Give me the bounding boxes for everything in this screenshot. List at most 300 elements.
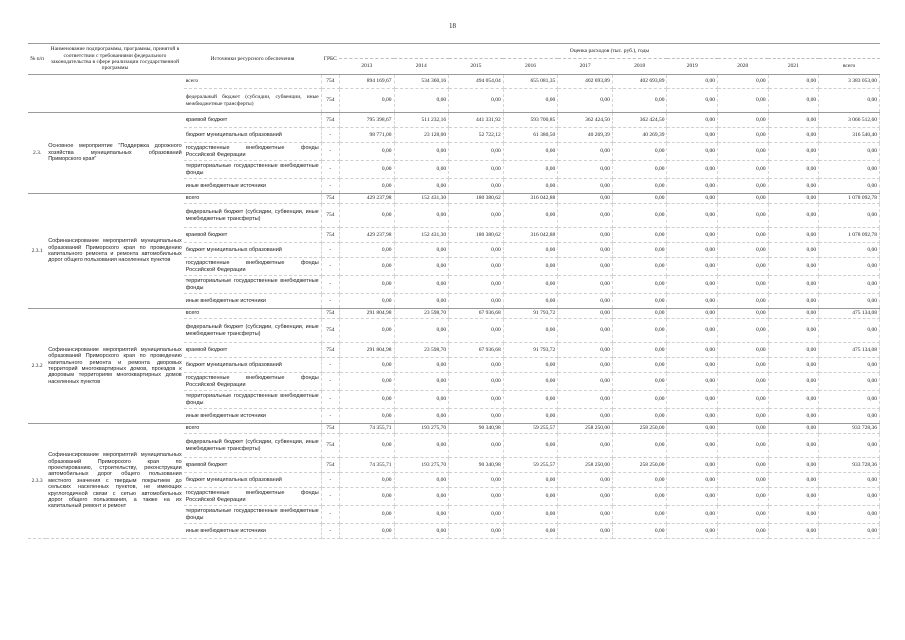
amount-cell: 152 431,30	[394, 228, 449, 243]
grbs-code: 754	[321, 343, 339, 358]
grbs-code: 754	[321, 309, 339, 319]
amount-cell: 0,00	[394, 524, 449, 539]
grbs-code: -	[321, 161, 339, 179]
grbs-code: 754	[321, 228, 339, 243]
amount-cell: 0,00	[768, 75, 819, 89]
amount-cell: 0,00	[449, 258, 504, 276]
amount-cell: 0,00	[667, 243, 718, 258]
amount-cell: 90 340,98	[449, 458, 504, 473]
grbs-header: ГРБС	[321, 44, 339, 75]
amount-cell: 0,00	[667, 89, 718, 113]
amount-cell: 0,00	[718, 204, 769, 228]
amount-cell: 0,00	[718, 113, 769, 128]
amount-cell: 0,00	[612, 434, 667, 458]
amount-cell: 0,00	[449, 391, 504, 409]
amount-cell: 0,00	[718, 434, 769, 458]
funding-source: иные внебюджетные источники	[184, 409, 322, 424]
amount-cell: 0,00	[612, 228, 667, 243]
total-cell: 475 134,08	[819, 343, 880, 358]
total-cell: 0,00	[819, 473, 880, 488]
total-cell: 0,00	[819, 409, 880, 424]
funding-source: государственные внебюджетные фонды Российской Федерации	[184, 258, 322, 276]
amount-cell: 0,00	[558, 194, 613, 204]
amount-cell: 0,00	[768, 373, 819, 391]
grbs-code: -	[321, 179, 339, 194]
amount-cell: 0,00	[449, 506, 504, 524]
amount-cell: 0,00	[339, 319, 394, 343]
amount-cell: 593 700,85	[503, 113, 558, 128]
amount-cell: 91 793,72	[503, 309, 558, 319]
funding-source: бюджет муниципальных образований	[184, 473, 322, 488]
total-year-header: всего	[819, 59, 880, 75]
amount-cell: 0,00	[449, 204, 504, 228]
amount-cell: 402 693,89	[612, 75, 667, 89]
amount-cell: 52 722,12	[449, 128, 504, 143]
amount-cell: 0,00	[558, 309, 613, 319]
amount-cell: 0,00	[558, 204, 613, 228]
total-cell: 3 383 053,00	[819, 75, 880, 89]
amount-cell: 0,00	[394, 473, 449, 488]
amount-cell: 0,00	[768, 506, 819, 524]
year-header: 2021	[768, 59, 819, 75]
amount-cell: 0,00	[768, 276, 819, 294]
amount-cell: 0,00	[449, 161, 504, 179]
amount-cell: 0,00	[667, 75, 718, 89]
funding-source: территориальные государственные внебюджетные фонды	[184, 161, 322, 179]
amount-cell: 0,00	[449, 524, 504, 539]
table-row	[28, 424, 880, 434]
amount-cell: 0,00	[503, 373, 558, 391]
funding-source: всего	[184, 309, 322, 319]
funding-source: иные внебюджетные источники	[184, 524, 322, 539]
amount-cell: 0,00	[503, 294, 558, 309]
amount-cell: 0,00	[339, 243, 394, 258]
amount-cell: 655 081,35	[503, 75, 558, 89]
amount-cell: 0,00	[612, 294, 667, 309]
amount-cell: 0,00	[612, 319, 667, 343]
amount-cell: 0,00	[667, 228, 718, 243]
amount-cell: 0,00	[394, 358, 449, 373]
funding-source: краевой бюджет	[184, 458, 322, 473]
amount-cell: 0,00	[718, 75, 769, 89]
total-cell: 933 728,36	[819, 458, 880, 473]
amount-cell: 0,00	[667, 524, 718, 539]
grbs-code: 754	[321, 204, 339, 228]
amount-cell: 0,00	[339, 294, 394, 309]
program-name	[46, 75, 184, 113]
grbs-code: -	[321, 128, 339, 143]
amount-cell: 0,00	[718, 161, 769, 179]
amount-cell: 0,00	[612, 161, 667, 179]
amount-cell: 0,00	[503, 143, 558, 161]
amount-cell: 795 398,67	[339, 113, 394, 128]
year-header: 2017	[558, 59, 613, 75]
amount-cell: 0,00	[394, 204, 449, 228]
amount-cell: 0,00	[558, 488, 613, 506]
amount-cell: 0,00	[667, 204, 718, 228]
amount-cell: 0,00	[667, 143, 718, 161]
total-cell: 0,00	[819, 161, 880, 179]
amount-cell: 0,00	[667, 343, 718, 358]
amount-cell: 0,00	[768, 194, 819, 204]
amount-cell: 0,00	[768, 391, 819, 409]
amount-cell: 0,00	[768, 358, 819, 373]
funding-source: иные внебюджетные источники	[184, 294, 322, 309]
grbs-code: -	[321, 488, 339, 506]
amount-cell: 0,00	[394, 89, 449, 113]
estimate-header: Оценка расходов (тыс. руб.), годы	[339, 44, 879, 59]
amount-cell: 0,00	[768, 243, 819, 258]
amount-cell: 0,00	[612, 276, 667, 294]
amount-cell: 67 936,68	[449, 343, 504, 358]
amount-cell: 0,00	[503, 473, 558, 488]
amount-cell: 0,00	[558, 358, 613, 373]
amount-cell: 429 237,98	[339, 228, 394, 243]
amount-cell: 90 340,98	[449, 424, 504, 434]
amount-cell: 0,00	[394, 409, 449, 424]
amount-cell: 0,00	[612, 391, 667, 409]
amount-cell: 0,00	[768, 204, 819, 228]
total-cell: 0,00	[819, 143, 880, 161]
amount-cell: 23 598,70	[394, 343, 449, 358]
amount-cell: 0,00	[718, 143, 769, 161]
amount-cell: 0,00	[667, 506, 718, 524]
grbs-code: -	[321, 524, 339, 539]
amount-cell: 0,00	[503, 179, 558, 194]
amount-cell: 0,00	[339, 506, 394, 524]
total-cell: 0,00	[819, 258, 880, 276]
amount-cell: 0,00	[558, 473, 613, 488]
amount-cell: 0,00	[667, 319, 718, 343]
year-header: 2016	[503, 59, 558, 75]
funding-source: бюджет муниципальных образований	[184, 128, 322, 143]
amount-cell: 0,00	[612, 243, 667, 258]
amount-cell: 0,00	[503, 243, 558, 258]
amount-cell: 0,00	[768, 309, 819, 319]
amount-cell: 0,00	[718, 309, 769, 319]
amount-cell: 0,00	[339, 258, 394, 276]
amount-cell: 0,00	[612, 343, 667, 358]
amount-cell: 0,00	[449, 488, 504, 506]
amount-cell: 0,00	[339, 358, 394, 373]
total-cell: 0,00	[819, 179, 880, 194]
amount-cell: 180 380,62	[449, 194, 504, 204]
amount-cell: 0,00	[612, 409, 667, 424]
amount-cell: 362 424,50	[558, 113, 613, 128]
amount-cell: 0,00	[718, 343, 769, 358]
amount-cell: 40 269,39	[612, 128, 667, 143]
grbs-code: 754	[321, 194, 339, 204]
amount-cell: 0,00	[768, 343, 819, 358]
amount-cell: 0,00	[612, 258, 667, 276]
grbs-code: -	[321, 373, 339, 391]
total-cell: 0,00	[819, 373, 880, 391]
funding-source: государственные внебюджетные фонды Российской Федерации	[184, 488, 322, 506]
funding-source: всего	[184, 75, 322, 89]
amount-cell: 0,00	[558, 258, 613, 276]
amount-cell: 0,00	[718, 424, 769, 434]
amount-cell: 0,00	[768, 294, 819, 309]
amount-cell: 0,00	[558, 319, 613, 343]
amount-cell: 0,00	[558, 294, 613, 309]
grbs-code: 754	[321, 89, 339, 113]
amount-cell: 441 331,92	[449, 113, 504, 128]
amount-cell: 0,00	[612, 204, 667, 228]
amount-cell: 0,00	[394, 373, 449, 391]
amount-cell: 0,00	[449, 473, 504, 488]
amount-cell: 0,00	[449, 143, 504, 161]
amount-cell: 61 380,50	[503, 128, 558, 143]
funding-source: государственные внебюджетные фонды Российской Федерации	[184, 373, 322, 391]
amount-cell: 180 380,62	[449, 228, 504, 243]
amount-cell: 0,00	[667, 458, 718, 473]
amount-cell: 0,00	[394, 243, 449, 258]
amount-cell: 0,00	[718, 258, 769, 276]
total-cell: 0,00	[819, 243, 880, 258]
amount-cell: 0,00	[394, 143, 449, 161]
amount-cell: 0,00	[449, 434, 504, 458]
amount-cell: 0,00	[667, 113, 718, 128]
funding-source: бюджет муниципальных образований	[184, 358, 322, 373]
amount-cell: 0,00	[768, 473, 819, 488]
amount-cell: 0,00	[339, 89, 394, 113]
table-row	[28, 113, 880, 128]
amount-cell: 0,00	[612, 524, 667, 539]
amount-cell: 0,00	[394, 276, 449, 294]
amount-cell: 98 771,00	[339, 128, 394, 143]
amount-cell: 59 255,57	[503, 424, 558, 434]
amount-cell: 0,00	[718, 243, 769, 258]
amount-cell: 0,00	[718, 506, 769, 524]
total-cell: 0,00	[819, 434, 880, 458]
funding-source: иные внебюджетные источники	[184, 179, 322, 194]
amount-cell: 0,00	[449, 276, 504, 294]
amount-cell: 0,00	[718, 228, 769, 243]
grbs-code: -	[321, 506, 339, 524]
amount-cell: 0,00	[558, 391, 613, 409]
amount-cell: 0,00	[503, 506, 558, 524]
amount-cell: 23 598,70	[394, 309, 449, 319]
table-row	[28, 309, 880, 319]
amount-cell: 0,00	[768, 143, 819, 161]
grbs-code: -	[321, 258, 339, 276]
grbs-code: 754	[321, 113, 339, 128]
total-cell: 0,00	[819, 524, 880, 539]
amount-cell: 0,00	[612, 473, 667, 488]
amount-cell: 0,00	[667, 424, 718, 434]
amount-cell: 0,00	[503, 524, 558, 539]
program-name: Софинансирование мероприятий муниципальных образований Приморского края по проведению капитального ремонта и ремонта автомобильных дорог общего пользования населенных пунктов	[46, 194, 184, 309]
amount-cell: 0,00	[718, 488, 769, 506]
amount-cell: 258 250,00	[558, 424, 613, 434]
amount-cell: 0,00	[503, 204, 558, 228]
year-header: 2014	[394, 59, 449, 75]
amount-cell: 0,00	[612, 89, 667, 113]
amount-cell: 0,00	[667, 358, 718, 373]
amount-cell: 193 275,70	[394, 424, 449, 434]
amount-cell: 0,00	[449, 409, 504, 424]
amount-cell: 0,00	[558, 506, 613, 524]
funding-source: территориальные государственные внебюджетные фонды	[184, 506, 322, 524]
amount-cell: 0,00	[558, 343, 613, 358]
amount-cell: 0,00	[667, 276, 718, 294]
budget-table	[28, 43, 880, 539]
table-row	[28, 75, 880, 89]
amount-cell: 0,00	[449, 89, 504, 113]
amount-cell: 0,00	[768, 319, 819, 343]
row-code: 2.3.1	[28, 194, 46, 309]
grbs-code: -	[321, 473, 339, 488]
amount-cell: 0,00	[612, 194, 667, 204]
amount-cell: 0,00	[503, 89, 558, 113]
amount-cell: 0,00	[667, 258, 718, 276]
amount-cell: 193 275,70	[394, 458, 449, 473]
total-cell: 316 540,40	[819, 128, 880, 143]
amount-cell: 0,00	[718, 89, 769, 113]
page-number: 18	[449, 22, 456, 30]
amount-cell: 0,00	[768, 128, 819, 143]
amount-cell: 402 693,89	[558, 75, 613, 89]
program-name: Софинансирование мероприятий муниципальных образований Приморского края по проведению капитального ремонта и ремонта дворовых территорий многоквартирных домов, проездов к дворовым территориям многоквартирных домов населенных пунктов	[46, 309, 184, 424]
amount-cell: 316 042,88	[503, 194, 558, 204]
amount-cell: 0,00	[339, 373, 394, 391]
total-cell: 0,00	[819, 89, 880, 113]
funding-source: федеральный бюджет (субсидии, субвенции, иные межбюджетные трансферты)	[184, 89, 322, 113]
total-cell: 0,00	[819, 358, 880, 373]
funding-source: территориальные государственные внебюджетные фонды	[184, 276, 322, 294]
amount-cell: 0,00	[558, 373, 613, 391]
amount-cell: 0,00	[339, 143, 394, 161]
amount-cell: 0,00	[718, 458, 769, 473]
amount-cell: 0,00	[718, 391, 769, 409]
amount-cell: 0,00	[667, 373, 718, 391]
row-code	[28, 75, 46, 113]
amount-cell: 59 255,57	[503, 458, 558, 473]
funding-source: территориальные государственные внебюджетные фонды	[184, 391, 322, 409]
amount-cell: 0,00	[394, 258, 449, 276]
amount-cell: 0,00	[503, 258, 558, 276]
funding-source: федеральный бюджет (субсидии, субвенции, иные межбюджетные трансферты)	[184, 204, 322, 228]
amount-cell: 258 250,00	[612, 458, 667, 473]
table-row	[28, 194, 880, 204]
total-cell: 0,00	[819, 319, 880, 343]
grbs-code: 754	[321, 319, 339, 343]
amount-cell: 0,00	[667, 294, 718, 309]
amount-cell: 316 042,88	[503, 228, 558, 243]
funding-source: бюджет муниципальных образований	[184, 243, 322, 258]
amount-cell: 0,00	[768, 458, 819, 473]
amount-cell: 0,00	[339, 473, 394, 488]
program-name: Основное мероприятие "Поддержка дорожного хозяйства муниципальных образований Приморского края"	[46, 113, 184, 194]
num-header: № п/п	[28, 44, 46, 75]
amount-cell: 0,00	[768, 424, 819, 434]
amount-cell: 0,00	[718, 179, 769, 194]
amount-cell: 0,00	[612, 143, 667, 161]
amount-cell: 258 250,00	[558, 458, 613, 473]
year-header: 2013	[339, 59, 394, 75]
amount-cell: 0,00	[612, 179, 667, 194]
amount-cell: 0,00	[503, 391, 558, 409]
amount-cell: 91 793,72	[503, 343, 558, 358]
amount-cell: 0,00	[718, 319, 769, 343]
amount-cell: 0,00	[339, 434, 394, 458]
amount-cell: 511 232,16	[394, 113, 449, 128]
funding-source: краевой бюджет	[184, 228, 322, 243]
amount-cell: 0,00	[667, 434, 718, 458]
amount-cell: 0,00	[667, 194, 718, 204]
amount-cell: 0,00	[394, 319, 449, 343]
amount-cell: 0,00	[339, 391, 394, 409]
amount-cell: 0,00	[558, 243, 613, 258]
amount-cell: 0,00	[449, 243, 504, 258]
amount-cell: 0,00	[718, 409, 769, 424]
amount-cell: 40 269,39	[558, 128, 613, 143]
amount-cell: 0,00	[339, 276, 394, 294]
grbs-code: 754	[321, 424, 339, 434]
amount-cell: 0,00	[718, 473, 769, 488]
grbs-code: -	[321, 276, 339, 294]
amount-cell: 0,00	[667, 128, 718, 143]
amount-cell: 0,00	[667, 473, 718, 488]
amount-cell: 0,00	[612, 373, 667, 391]
amount-cell: 0,00	[339, 204, 394, 228]
amount-cell: 0,00	[667, 391, 718, 409]
amount-cell: 74 355,71	[339, 458, 394, 473]
amount-cell: 0,00	[449, 294, 504, 309]
total-cell: 933 728,36	[819, 424, 880, 434]
amount-cell: 0,00	[612, 488, 667, 506]
amount-cell: 0,00	[394, 391, 449, 409]
year-header: 2019	[667, 59, 718, 75]
amount-cell: 534 360,16	[394, 75, 449, 89]
amount-cell: 0,00	[503, 161, 558, 179]
amount-cell: 0,00	[768, 161, 819, 179]
total-cell: 1 078 092,78	[819, 228, 880, 243]
year-header: 2018	[612, 59, 667, 75]
amount-cell: 0,00	[394, 161, 449, 179]
amount-cell: 0,00	[558, 89, 613, 113]
amount-cell: 0,00	[449, 179, 504, 194]
total-cell: 0,00	[819, 204, 880, 228]
amount-cell: 0,00	[667, 309, 718, 319]
total-cell: 0,00	[819, 391, 880, 409]
amount-cell: 0,00	[667, 488, 718, 506]
amount-cell: 429 237,98	[339, 194, 394, 204]
amount-cell: 0,00	[394, 506, 449, 524]
program-header: Наименование подпрограммы, программы, принятой в соответствии с требованиями федерального законодательства в сфере реализации государственной программы	[46, 44, 184, 75]
amount-cell: 0,00	[503, 409, 558, 424]
amount-cell: 291 804,98	[339, 309, 394, 319]
amount-cell: 0,00	[449, 373, 504, 391]
amount-cell: 0,00	[558, 228, 613, 243]
grbs-code: -	[321, 143, 339, 161]
amount-cell: 0,00	[503, 276, 558, 294]
amount-cell: 0,00	[503, 434, 558, 458]
amount-cell: 0,00	[667, 161, 718, 179]
funding-source: краевой бюджет	[184, 343, 322, 358]
amount-cell: 0,00	[718, 524, 769, 539]
amount-cell: 0,00	[339, 488, 394, 506]
amount-cell: 0,00	[718, 294, 769, 309]
amount-cell: 0,00	[612, 358, 667, 373]
total-cell: 0,00	[819, 506, 880, 524]
amount-cell: 0,00	[339, 524, 394, 539]
amount-cell: 0,00	[768, 258, 819, 276]
amount-cell: 0,00	[558, 143, 613, 161]
amount-cell: 0,00	[718, 194, 769, 204]
funding-source: всего	[184, 194, 322, 204]
source-header: Источники ресурсного обеспечения	[184, 44, 322, 75]
